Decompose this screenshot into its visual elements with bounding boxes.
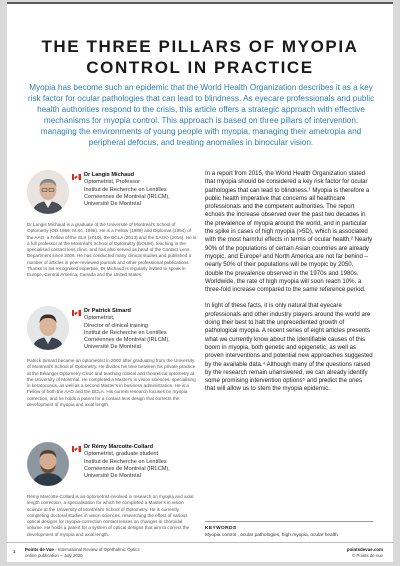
keywords-list: Myopia control , ocular pathologies, high myopia, ocular health <box>205 533 338 538</box>
author-photo <box>27 442 69 486</box>
author-title-line: Université De Montréal <box>84 344 141 351</box>
authors-column <box>27 170 197 566</box>
body-paragraph: In a report from 2015, the World Health Organization stated that myopia should be considered a key risk factor for ocular pathologies that can lead to blindness.¹ Myopia is therefore a public health imperative that concerns all healthcare professionals and the competent authorities. The report echoes the increase observed over the past two decades in the prevalence of myopia around the world, and in particular the spike in cases of high myopia (>5D), which is associated with the most harmful effects in terms of ocular health.² Nearly 90% of the populations of certain Asian countries are already myopic, and Europe³ and North America are not far behind – nearly 50% of their populations will be myopic by 2050, double the prevalence observed in the 1970s and 1980s. Worldwide, the rate of high myopia will soon reach 10%, a three-fold increase compared to the same reference period. <box>205 170 373 294</box>
author-info <box>84 172 198 208</box>
author-title-line: Cornéennes de Montréal (IRLCM), <box>84 465 170 472</box>
publication-site <box>347 547 383 558</box>
article-page <box>7 2 393 562</box>
canada-flag-icon <box>72 446 81 452</box>
author-info <box>84 444 198 480</box>
page-number: 1 <box>13 549 16 554</box>
publication-url[interactable]: pointsdevue.com <box>346 547 383 552</box>
author-title-line: Optometrist, Professor <box>84 179 140 186</box>
author-photo <box>27 170 69 214</box>
publication-name: Points de Vue <box>25 547 54 552</box>
author-title-line: Université De Montréal <box>84 473 141 480</box>
canada-flag-icon <box>72 310 81 316</box>
publication-edition: online publication – July 2020 <box>25 552 83 558</box>
author-title-line: Director of clinical training <box>84 322 149 329</box>
author-title-line: Cornéennes de Montréal (IRLCM), <box>84 337 170 344</box>
publication-desc: - International Review of Ophthalmic Optics <box>53 547 140 552</box>
publication-info <box>25 547 140 558</box>
author-info <box>84 308 198 352</box>
article-title: THE THREE PILLARS OF MYOPIA CONTROL IN PRACTICE <box>41 37 359 77</box>
body-paragraph: In light of these facts, it is only natural that eyecare professionals and other industry players around the world are doing their best to halt the unprecedented growth of pathological myopia. A recent series of eight articles presents what we currently know about the identifiable causes of this boom in myopia, both genetic and epigenetic, as well as proven interventions and potential new approaches suggested by the available data.⁴ Although many of the questions raised by the research remain unanswered, we can already identify some promising intervention options⁵ and predict the ones that will allow us to stem the myopia epidemic. <box>205 302 373 393</box>
keywords-box <box>205 521 373 538</box>
author-title-line: Université De Montréal <box>84 201 141 208</box>
author-title-line: Optometrist, <box>84 315 115 322</box>
author-bio: Rémy Marcotte-Collard is an optometrist involved in research on myopia and axial length correction, a specialisation for which he completed a Master's in vision science at the University of Montréal's School of Optometry. He is currently completing doctoral studies in vision sciences, researching the effect of various optical designs for myopia-correction contact lenses on changes in choroidal volume. He holds a patent for a system of optical designs that aim to correct the development of myopia and axial length. <box>27 494 194 537</box>
page-footer <box>7 542 393 562</box>
keywords-heading: KEYWORDS <box>205 526 237 531</box>
author-title-line: Optometrist, graduate student <box>84 451 159 458</box>
author-name: Dr Patrick Simard <box>84 308 131 314</box>
author-name: Dr Rémy Marcotte-Collard <box>84 444 154 450</box>
copyright: © Points de vue <box>351 552 383 558</box>
author-photo <box>27 306 69 350</box>
article-body <box>205 170 373 394</box>
author-title-line: Institut de Recherche en Lentilles <box>84 329 167 336</box>
top-divider <box>7 2 393 4</box>
author-card <box>27 306 197 434</box>
author-card <box>27 170 197 298</box>
author-title-line: Institut de Recherche en Lentilles <box>84 186 167 193</box>
author-title-line: Cornéennes de Montréal (IRLCM), <box>84 193 170 200</box>
author-bio: Patrick Simard became an optometrist in 2002 after graduating from the University of Montreal's School of Optometry. He divides his time between his private practice at the Bélanger Optometry Clinic and teaching clinical and theoretical optometry at the University of Montréal. He completed a Master's in vision sciences, specialising in keratoconus, as well as a second Master's in business administration. He is a Fellow of both the AAO and the BCLA. His current research focuses on myopia correction, and he holds a patent for a contact lens design that corrects the development of myopia and axial length. <box>27 358 196 408</box>
article-intro: Myopia has become such an epidemic that the World Health Organization describes it as a key risk factor for ocular pathologies that can lead to blindness. As eyecare professionals and public health authorities respond to the crisis, this article offers a strategic approach with effective mechanisms for myopia control. This approach is based on three pillars of intervention: managing the environments of young people with myopia, managing their ametropia and peripheral defocus, and treating anomalies in binocular vision. <box>27 83 375 147</box>
canada-flag-icon <box>72 174 81 180</box>
author-name: Dr Langis Michaud <box>84 172 135 178</box>
author-title-line: Institut de Recherche en Lentilles <box>84 458 167 465</box>
author-bio: Dr Langis Michaud is a graduate of the Université of Montreal's School of Optometry (OD 1986, M.Sc. 1998). He is a Fellow (1989) and Diplomat (1994) of the AAO, a Fellow of the SLS (2010), the BCLA (2013) and the EAOO (2016). He is a full professor at the Montréal's School of Optometry (ÉOUM), teaching in the specialised contact lens clinic, and has also served as head of the Contact Lens Department since 2006. He has conducted many clinical studies and published a number of articles in peer-reviewed journals and other professional publications. Thanks to his recognised expertise, Dr Michaud is regularly invited to speak in Europe, Central America, Canada and the United States. <box>27 222 197 278</box>
